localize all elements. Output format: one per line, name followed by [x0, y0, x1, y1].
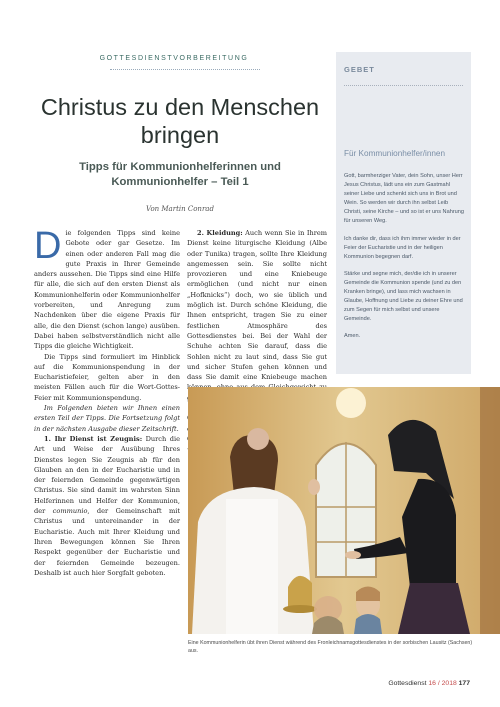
- paragraph-5: [187, 228, 327, 403]
- tip-2-text: Auch wenn Sie in Ihrem Dienst keine liturgische Kleidung (Albe oder Tunika) tragen, sollte Ihre Kleidung angemessen sein. Sie sollte nicht provozieren und eine Kniebeuge ermöglichen (und nicht nur einen „Hofknicks“) doch, wo sie üblich und möglich ist. Durch schöne Kleidung, die Ihnen entspricht, tragen Sie zu einer festlichen Atmosphäre des Gottesdienstes bei. Bei der Wahl der Schuhe achten Sie darauf, dass die Sohlen nicht zu laut sind, dass Sie gut und sicher Stufen gehen können und dass Sie damit eine Kniebeuge machen: [187, 229, 327, 382]
- intro-text: ie folgenden Tipps sind keine Gebote oder gar Gesetze. Im einen oder anderen Fall mag die gute Praxis in Ihrer Gemeinde anders aussehen. Die Tipps sind eine Hilfe für alle, die sich auf den ersten Dienst als Kommunionhelferin oder Kommunionhelfer vorbereiten, und Anregung zum Nachdenken über die eigene Praxis für alle, die den Dienst (schon lange) ausüben. Dabei haben selbstverständlich nicht alle Tipps die gleiche Wichtigkeit.: [34, 229, 180, 351]
- prayer-paragraph: Stärke und segne mich, der/die ich in unserer Gemeinde die Kommunion spende (und zu den Kranken bringe), und lass mich wachsen in Glaube, Hoffnung und Liebe zu deiner Ehre und zum Segen für mich selbst und unsere Gemeinde.: [344, 270, 463, 323]
- prayer-text: [344, 172, 464, 350]
- magazine-name: Gottesdienst: [388, 680, 427, 687]
- article-title: Christus zu den Menschen bringen: [40, 94, 320, 148]
- prayer-paragraph: Amen.: [344, 333, 361, 340]
- page-footer: [388, 680, 470, 687]
- communion-scene-illustration: [188, 387, 500, 634]
- sidebar-rule: [344, 85, 463, 86]
- paragraph-3: [34, 403, 180, 434]
- prayer-sidebar: [336, 52, 471, 374]
- series-note: Im Folgenden bieten wir Ihnen einen ersten Teil der Tipps. Die Fortsetzung folgt in der nächsten Ausgabe dieser Zeitschrift.: [34, 404, 180, 433]
- tip-2-heading: 2. Kleidung:: [197, 229, 243, 237]
- page-number: 177: [458, 680, 470, 687]
- issue-separator: /: [437, 680, 440, 687]
- issue-year: 2018: [441, 680, 457, 687]
- article-subtitle: Tipps für Kommunionhelferinnen und Kommunionhelfer – Teil 1: [79, 161, 281, 188]
- paragraph-2: Die Tipps sind formuliert im Hinblick auf die Kommunionspendung in der Eucharistiefeier, gelten aber in den meisten Fällen auch für die Wort-Gottes-Feier mit Kommunionspendung.: [34, 352, 180, 402]
- paragraph-4: [34, 434, 180, 578]
- prayer-paragraph: Gott, barmherziger Vater, dein Sohn, unser Herr Jesus Christus, lädt uns ein zum Gastmahl seiner Liebe und schenkt sich uns in Brot und Wein. So werden wir durch ihn selbst Leib Christi, seine Kirche – und so ist er uns Nahrung für unseren Weg.: [344, 173, 465, 225]
- kicker-rule: [110, 69, 260, 70]
- tip-1-text-a: Durch die Art und Weise der Ausübung Ihres Dienstes legen Sie Zeugnis ab für den Glauben an den in der Eucharistie und in der feiernden Gemeinde gegenwärtigen Christus. Sie sind damit im wahrsten Sinn Helferinnen und Helfer der Kommunion, der: [34, 434, 180, 516]
- photo-caption: Eine Kommunionhelferin übt ihren Dienst während des Fronleichnamsgottesdienstes in der sorbischen Lausitz (Sachsen) aus.: [188, 640, 473, 655]
- tip-1-emphasis: communio: [52, 507, 88, 516]
- prayer-paragraph: Ich danke dir, dass ich ihm immer wieder in der Feier der Eucharistie und in der heiligen Kommunion begegnen darf.: [344, 235, 461, 260]
- issue-number: 16: [428, 680, 436, 687]
- sidebar-heading: GEBET: [344, 65, 375, 74]
- article-column-1: [34, 225, 180, 578]
- article-kicker: GOTTESDIENSTVORBEREITUNG: [99, 55, 249, 62]
- article-byline: Von Martin Conrad: [146, 205, 214, 213]
- tip-1-heading: 1. Ihr Dienst ist Zeugnis:: [44, 434, 143, 443]
- sidebar-subheading: Für Kommunionhelfer/innen: [344, 149, 446, 158]
- intro-paragraph: [34, 225, 180, 352]
- dropcap: D: [34, 225, 62, 267]
- communion-photo: [188, 387, 500, 634]
- tip-1-text-b: , der Gemeinschaft mit Christus und untereinander in der Eucharistie. Auch mit Ihrer Kleidung und Ihren Bewegungen können Sie Ihren Respekt gegenüber der Eucharistie und der feiernden Gemeinde bezeugen. Deshalb ist auch hier Sorgfalt geboten.: [34, 507, 180, 577]
